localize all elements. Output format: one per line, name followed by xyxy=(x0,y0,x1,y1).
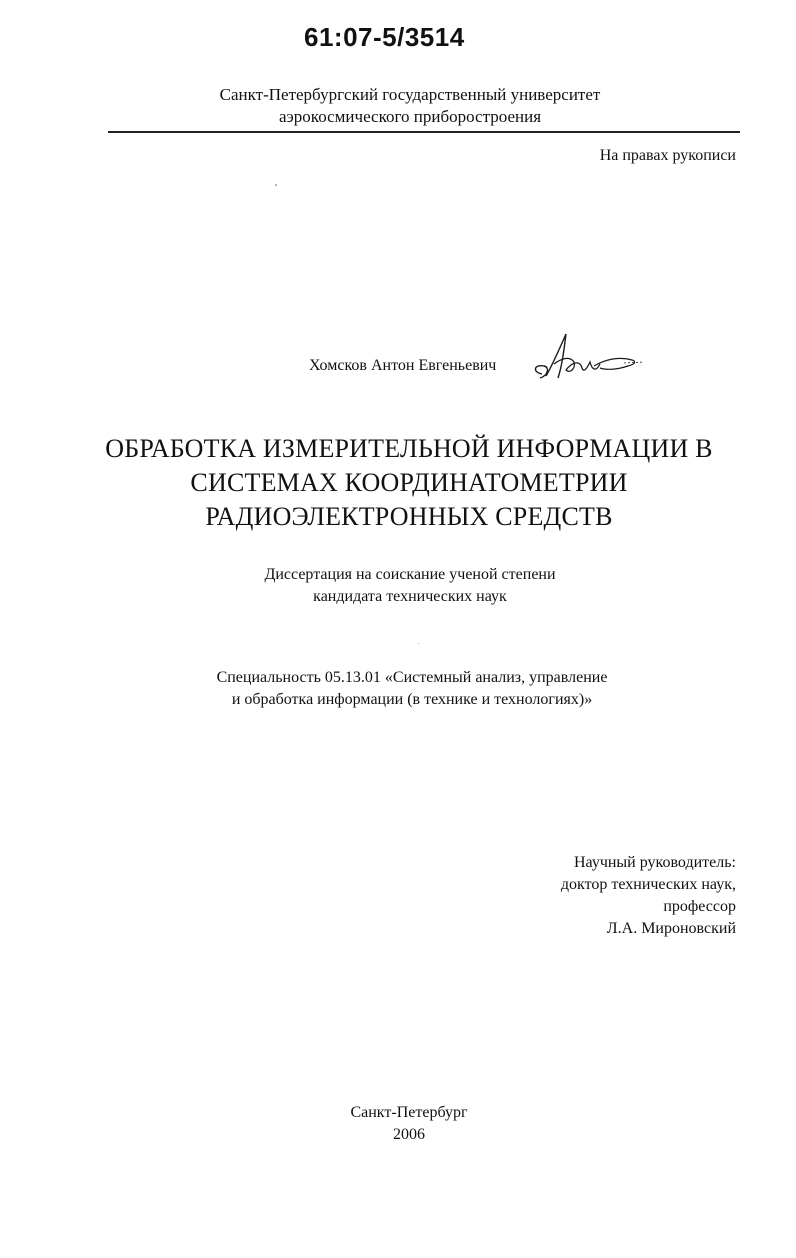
degree-statement xyxy=(0,564,796,608)
degree-line-1: Диссертация на соискание ученой степени xyxy=(264,566,556,583)
header-divider xyxy=(108,131,740,133)
author-name: Хомсков Антон Евгеньевич xyxy=(309,357,497,374)
scientific-supervisor xyxy=(561,852,736,940)
supervisor-line-2: доктор технических наук, xyxy=(560,876,736,893)
manuscript-rights-note: На правах рукописи xyxy=(599,147,736,164)
institution-line-2: аэрокосмического приборостроения xyxy=(278,107,542,126)
title-line-1: ОБРАБОТКА ИЗМЕРИТЕЛЬНОЙ ИНФОРМАЦИИ В xyxy=(105,434,713,463)
specialty-line-2: и обработка информации (в технике и технологиях)» xyxy=(231,691,593,708)
year: 2006 xyxy=(393,1126,425,1143)
supervisor-line-3: профессор xyxy=(663,898,736,915)
city: Санкт-Петербург xyxy=(350,1104,468,1121)
scan-speck xyxy=(418,643,419,644)
title-line-2: СИСТЕМАХ КООРДИНАТОМЕТРИИ xyxy=(190,468,628,497)
archive-stamp-number: 61:07-5/3514 xyxy=(304,22,465,52)
author-signature xyxy=(528,326,648,386)
supervisor-line-1: Научный руководитель: xyxy=(573,854,736,871)
institution-line-1: Санкт-Петербургский государственный университет xyxy=(219,85,601,104)
title-line-3: РАДИОЭЛЕКТРОННЫХ СРЕДСТВ xyxy=(205,502,613,531)
scan-speck xyxy=(275,184,277,186)
specialty-statement xyxy=(0,667,796,711)
place-and-year xyxy=(0,1102,796,1146)
specialty-line-1: Специальность 05.13.01 «Системный анализ, управление xyxy=(216,669,608,686)
dissertation-title xyxy=(0,432,796,534)
degree-line-2: кандидата технических наук xyxy=(313,588,507,605)
supervisor-line-4: Л.А. Мироновский xyxy=(606,920,736,937)
institution-name xyxy=(0,84,796,128)
